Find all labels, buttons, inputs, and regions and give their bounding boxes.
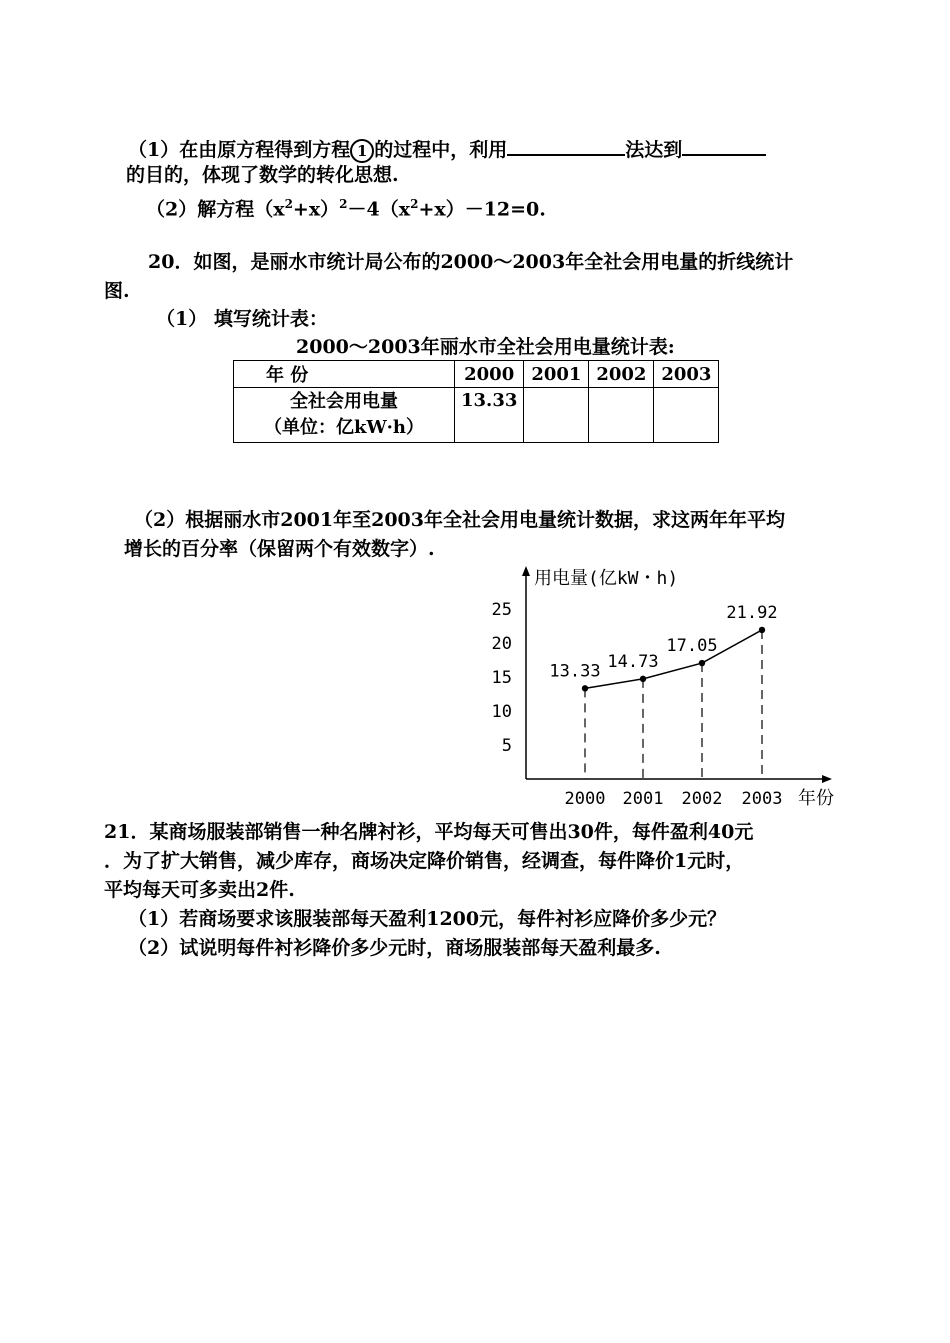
stats-table bbox=[233, 360, 719, 443]
q19-eq-sup1: 2 bbox=[284, 197, 293, 211]
x-tick-label: 2001 bbox=[622, 789, 664, 809]
y-axis-title: 用电量(亿kW・h) bbox=[534, 568, 679, 589]
q19-eq-b: +x） bbox=[292, 198, 340, 221]
y-axis-arrow bbox=[522, 566, 530, 576]
x-ticks bbox=[565, 789, 783, 809]
table-cell-2000: 13.33 bbox=[455, 388, 524, 443]
data-label: 13.33 bbox=[549, 661, 601, 682]
table-year-2003: 2003 bbox=[654, 361, 719, 388]
data-points bbox=[549, 603, 777, 692]
answer-blank-2[interactable] bbox=[682, 134, 766, 156]
y-tick-label: 25 bbox=[491, 600, 512, 620]
table-cell-2002[interactable] bbox=[589, 388, 654, 443]
electricity-line-chart bbox=[478, 560, 858, 812]
q21-line2: ．为了扩大销售，减少库存，商场决定降价销售，经调查，每件降价1元时， bbox=[104, 850, 745, 872]
table-row-label-line2: （单位：亿kW·h） bbox=[263, 417, 425, 438]
q19-eq-d: +x）－12=0. bbox=[418, 198, 546, 221]
data-point bbox=[699, 660, 705, 666]
q21-part1: （1）若商场要求该服装部每天盈利1200元，每件衬衫应降价多少元？ bbox=[128, 908, 727, 930]
y-ticks bbox=[492, 600, 512, 756]
table-cell-2003[interactable] bbox=[654, 388, 719, 443]
y-tick-label: 5 bbox=[501, 736, 512, 756]
answer-blank-1[interactable] bbox=[507, 134, 625, 156]
y-tick-label: 10 bbox=[491, 702, 512, 722]
q19-part1-text-c: 法达到 bbox=[625, 139, 683, 161]
table-year-2001: 2001 bbox=[524, 361, 589, 388]
q19-part1-line1 bbox=[128, 134, 766, 163]
q21-line1: 21．某商场服装部销售一种名牌衬衫，平均每天可售出30件，每件盈利40元 bbox=[104, 821, 754, 843]
table-data-row bbox=[234, 388, 719, 443]
q19-part2 bbox=[146, 192, 546, 221]
q19-eq-sup3: 2 bbox=[410, 197, 419, 211]
q19-part1-text-a: （1）在由原方程得到方程 bbox=[128, 139, 351, 161]
x-axis-arrow bbox=[822, 775, 832, 783]
data-point bbox=[640, 676, 646, 682]
table-title: 2000～2003年丽水市全社会用电量统计表: bbox=[296, 336, 675, 358]
data-point bbox=[759, 627, 765, 633]
data-label: 14.73 bbox=[607, 651, 659, 672]
circled-number: 1 bbox=[350, 139, 374, 163]
y-tick-label: 15 bbox=[491, 668, 512, 688]
q20-intro-line1: 20．如图，是丽水市统计局公布的2000～2003年全社会用电量的折线统计 bbox=[148, 251, 794, 273]
q21-line3: 平均每天可多卖出2件. bbox=[104, 879, 295, 901]
data-label: 17.05 bbox=[666, 636, 718, 657]
q19-part1-text-b: 的过程中，利用 bbox=[374, 139, 508, 161]
x-tick-label: 2003 bbox=[741, 789, 783, 809]
q19-eq-c: －4（x bbox=[347, 198, 411, 221]
table-row-label-line1: 全社会用电量 bbox=[290, 391, 398, 412]
x-tick-label: 2000 bbox=[564, 789, 606, 809]
q20-part1: （1） 填写统计表： bbox=[156, 308, 328, 330]
table-year-2002: 2002 bbox=[589, 361, 654, 388]
q20-intro-line2: 图. bbox=[104, 280, 130, 302]
data-label: 21.92 bbox=[726, 602, 778, 623]
data-point bbox=[582, 685, 588, 691]
table-header-row bbox=[234, 361, 719, 388]
y-tick-label: 20 bbox=[491, 634, 512, 654]
q19-eq-a: （2）解方程（x bbox=[146, 198, 285, 221]
q21-part2: （2）试说明每件衬衫降价多少元时，商场服装部每天盈利最多. bbox=[128, 937, 661, 959]
x-tick-label: 2002 bbox=[681, 789, 723, 809]
table-row-label bbox=[234, 388, 455, 443]
table-header-label: 年 份 bbox=[234, 361, 455, 388]
table-cell-2001[interactable] bbox=[524, 388, 589, 443]
q19-part1-line2: 的目的，体现了数学的转化思想. bbox=[126, 164, 399, 186]
x-axis-title: 年份 bbox=[798, 788, 834, 809]
q20-part2-line2: 增长的百分率（保留两个有效数字）. bbox=[124, 538, 435, 560]
q20-part2-line1: （2）根据丽水市2001年至2003年全社会用电量统计数据，求这两年年平均 bbox=[134, 509, 785, 531]
table-year-2000: 2000 bbox=[455, 361, 524, 388]
q19-eq-sup2: 2 bbox=[339, 197, 348, 211]
